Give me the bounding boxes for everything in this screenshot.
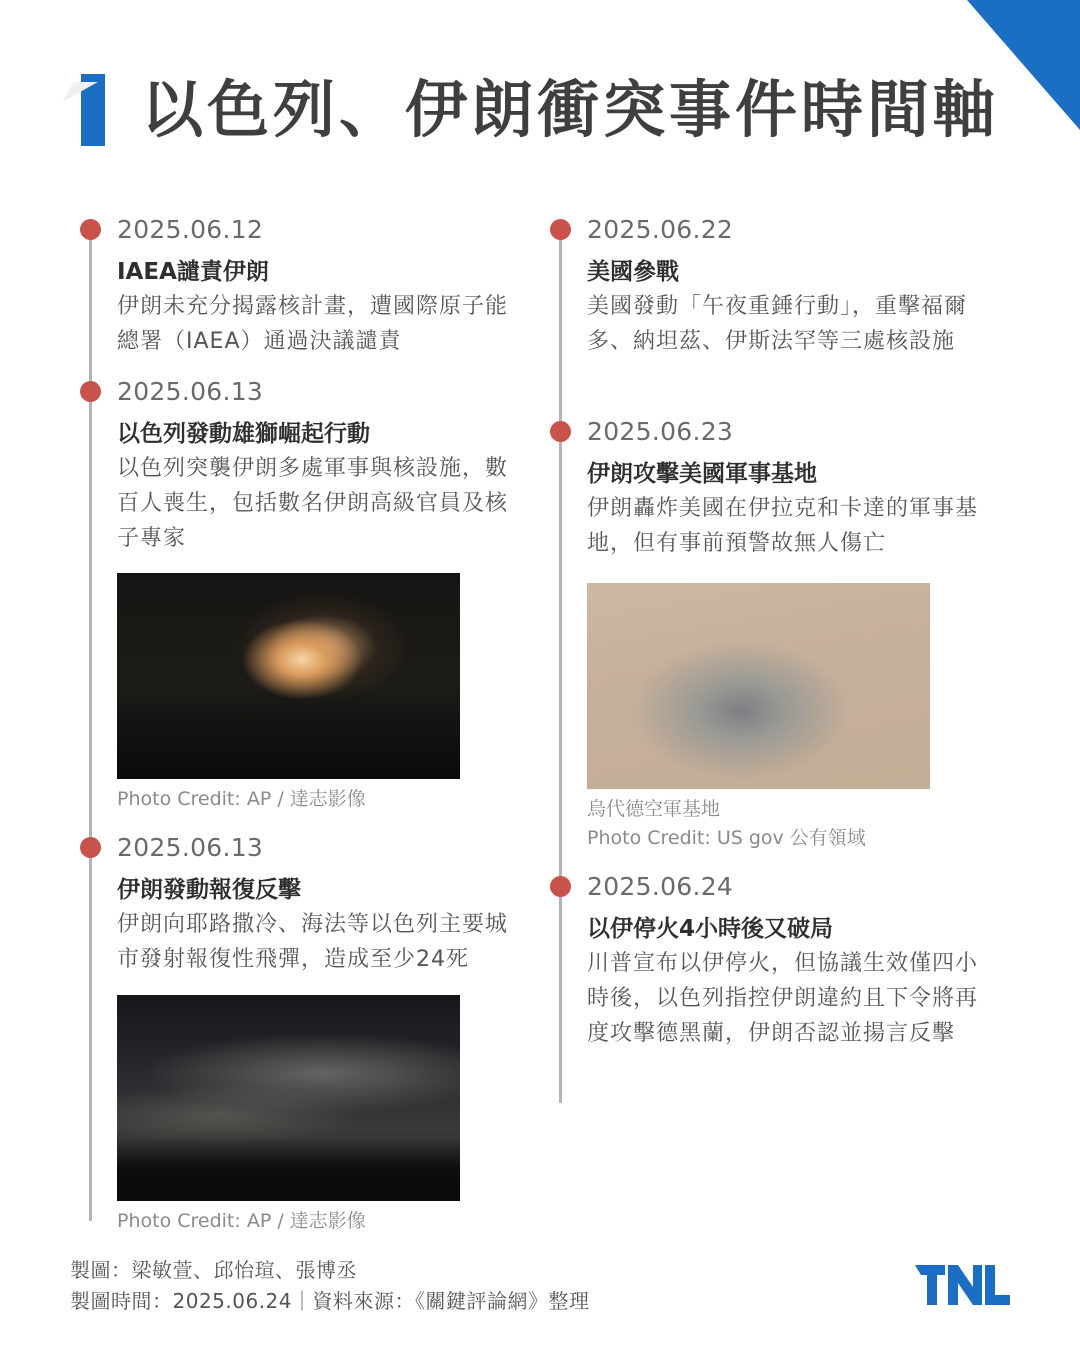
event-date: 2025.06.24 xyxy=(587,872,734,901)
timeline-dot xyxy=(550,421,571,442)
page-title: 以色列、伊朗衝突事件時間軸 xyxy=(141,73,1000,146)
photo-caption: Photo Credit: AP / 達志影像 xyxy=(117,1210,366,1232)
event-headline: 伊朗發動報復反擊 xyxy=(117,877,301,903)
event-description: 以色列突襲伊朗多處軍事與核設施，數百人喪生，包括數名伊朗高級官員及核子專家 xyxy=(117,456,509,551)
timeline-event xyxy=(587,417,987,561)
event-date: 2025.06.23 xyxy=(587,417,734,446)
event-headline: 以伊停火4小時後又破局 xyxy=(587,916,834,942)
photo-caption xyxy=(587,795,866,853)
timeline-event xyxy=(117,833,517,977)
timeline-dot xyxy=(550,219,571,240)
event-description: 伊朗向耶路撒冷、海法等以色列主要城市發射報復性飛彈，造成至少24死 xyxy=(117,912,509,972)
photo-caption: Photo Credit: AP / 達志影像 xyxy=(117,788,366,810)
event-date: 2025.06.13 xyxy=(117,377,264,406)
event-headline: IAEA譴責伊朗 xyxy=(117,259,269,285)
event-description: 美國發動「午夜重錘行動」，重擊福爾多、納坦茲、伊斯法罕等三處核設施 xyxy=(587,294,968,354)
page-header xyxy=(68,70,999,150)
footer xyxy=(70,1255,590,1317)
timeline-dot xyxy=(80,837,101,858)
photo-aerial-air-base xyxy=(587,583,930,789)
tnl-logo-icon xyxy=(915,1265,1010,1305)
event-headline: 以色列發動雄獅崛起行動 xyxy=(117,421,370,447)
event-description: 伊朗未充分揭露核計畫，遭國際原子能總署（IAEA）通過決議譴責 xyxy=(117,294,509,354)
event-description: 川普宣布以伊停火，但協議生效僅四小時後，以色列指控伊朗違約且下令將再度攻擊德黑蘭，伊朗否認並揚言反擊 xyxy=(587,951,979,1046)
timeline-event xyxy=(587,215,987,359)
event-description: 伊朗轟炸美國在伊拉克和卡達的軍事基地，但有事前預警故無人傷亡 xyxy=(587,496,979,556)
footer-date-source: 製圖時間：2025.06.24｜資料來源：《關鍵評論網》整理 xyxy=(70,1289,590,1313)
event-date: 2025.06.22 xyxy=(587,215,734,244)
photo-caption-location: 烏代德空軍基地 xyxy=(587,798,721,820)
photo-caption-credit: Photo Credit: US gov 公有領域 xyxy=(587,827,866,849)
timeline-event xyxy=(117,215,517,359)
timeline-dot xyxy=(80,381,101,402)
footer-credits: 製圖：梁敏萱、邱怡瑄、張博丞 xyxy=(70,1258,357,1282)
timeline-event xyxy=(587,872,987,1051)
event-headline: 伊朗攻擊美國軍事基地 xyxy=(587,461,817,487)
title-accent-bar xyxy=(81,74,105,146)
event-headline: 美國參戰 xyxy=(587,259,679,285)
timeline-dot xyxy=(80,219,101,240)
timeline-line-left xyxy=(89,230,92,1221)
timeline-dot xyxy=(550,876,571,897)
timeline-line-right xyxy=(559,230,562,1103)
event-date: 2025.06.13 xyxy=(117,833,264,862)
photo-night-city-missiles xyxy=(117,995,460,1201)
timeline-event xyxy=(117,377,517,556)
photo-night-explosion xyxy=(117,573,460,779)
event-date: 2025.06.12 xyxy=(117,215,264,244)
